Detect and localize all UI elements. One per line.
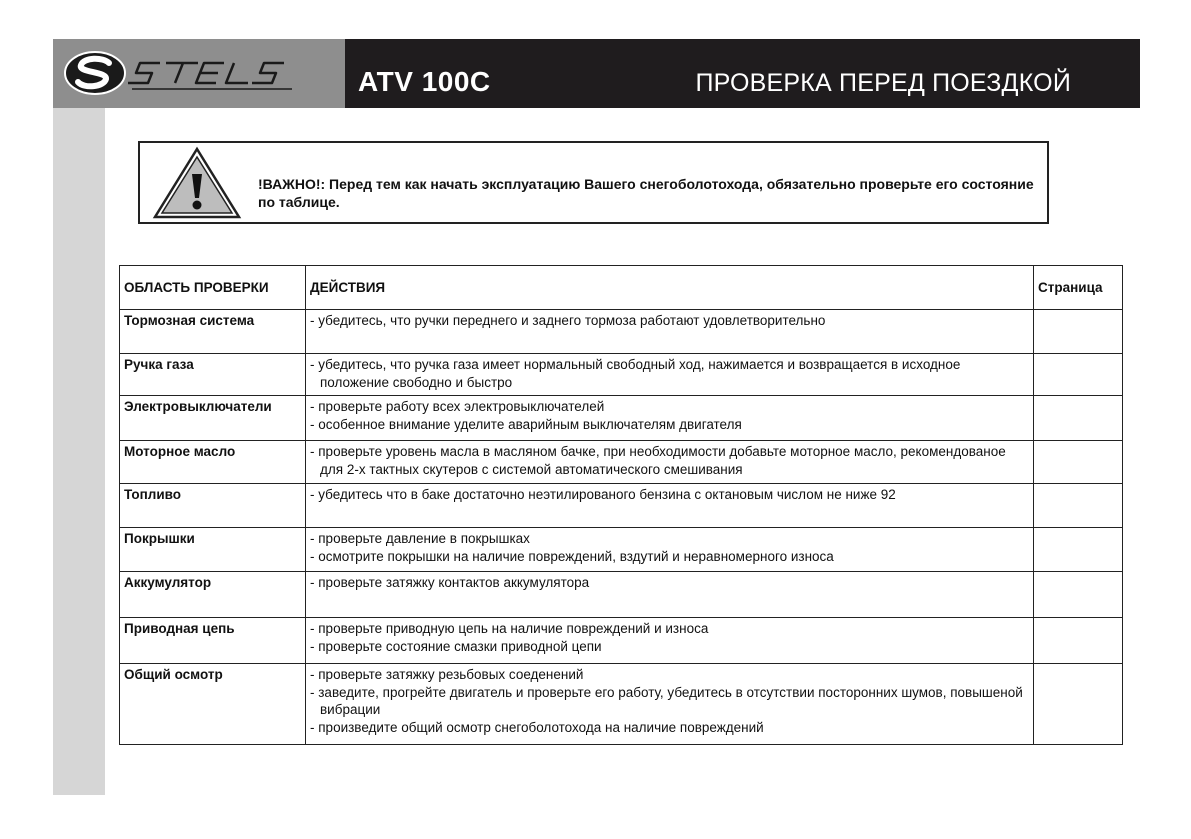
check-actions: [306, 484, 1034, 528]
check-actions: [306, 618, 1034, 664]
table-row: [120, 441, 1123, 484]
action-item: - произведите общий осмотр снегоболотохода на наличие повреждений: [310, 719, 764, 735]
check-area: Общий осмотр: [120, 664, 306, 745]
check-area: Топливо: [120, 484, 306, 528]
check-area: Тормозная система: [120, 310, 306, 354]
table-row: [120, 528, 1123, 572]
check-area: Аккумулятор: [120, 572, 306, 618]
page-cell: [1034, 618, 1123, 664]
action-item: - проверьте затяжку резьбовых соеденений: [310, 667, 584, 682]
check-area: Приводная цепь: [120, 618, 306, 664]
check-area: Моторное масло: [120, 441, 306, 484]
table-row: [120, 396, 1123, 441]
model-name: ATV 100C: [358, 66, 491, 97]
check-actions: [306, 310, 1034, 354]
page-cell: [1034, 441, 1123, 484]
table-row: [120, 572, 1123, 618]
action-item: - осмотрите покрышки на наличие повреждений, вздутий и неравномерного износа: [310, 548, 834, 564]
header-actions: ДЕЙСТВИЯ: [306, 266, 1034, 310]
warning-notice: [138, 141, 1049, 224]
notice-text: !ВАЖНО!: Перед тем как начать эксплуатацию Вашего снегоболотохода, обязательно проверьте его состояние по таблице.: [258, 176, 1034, 210]
section-title: ПРОВЕРКА ПЕРЕД ПОЕЗДКОЙ: [695, 69, 1071, 97]
checklist-table: [119, 265, 1123, 745]
table-row: [120, 354, 1123, 396]
check-actions: [306, 572, 1034, 618]
header-page: Страница: [1034, 266, 1123, 310]
warning-triangle-icon: [152, 146, 242, 220]
check-actions: [306, 396, 1034, 441]
action-item: - убедитесь, что ручки переднего и заднего тормоза работают удовлетворительно: [310, 313, 826, 328]
page-cell: [1034, 354, 1123, 396]
table-row: [120, 618, 1123, 664]
action-item: - проверьте приводную цепь на наличие повреждений и износа: [310, 621, 709, 636]
page-cell: [1034, 484, 1123, 528]
table-row: [120, 664, 1123, 745]
check-actions: [306, 441, 1034, 484]
action-item: - проверьте работу всех электровыключателей: [310, 399, 605, 414]
page-cell: [1034, 572, 1123, 618]
action-item: - убедитесь что в баке достаточно неэтилированого бензина с октановым числом не ниже 92: [310, 487, 896, 502]
action-item: - особенное внимание уделите аварийным выключателям двигателя: [310, 416, 742, 432]
check-area: Ручка газа: [120, 354, 306, 396]
table-row: [120, 310, 1123, 354]
side-strip: [53, 108, 105, 795]
check-actions: [306, 354, 1034, 396]
header-area: ОБЛАСТЬ ПРОВЕРКИ: [120, 266, 306, 310]
action-item: - убедитесь, что ручка газа имеет нормальный свободный ход, нажимается и возвращается в исходное положение свободно и быстро: [310, 357, 961, 390]
action-item: - проверьте состояние смазки приводной цепи: [310, 638, 602, 654]
action-item: - проверьте уровень масла в масляном бачке, при необходимости добавьте моторное масло, рекомендованое для 2-х тактных скутеров с системой автоматического смешивания: [310, 444, 1006, 477]
check-area: Покрышки: [120, 528, 306, 572]
table-row: [120, 484, 1123, 528]
action-item: - заведите, прогрейте двигатель и проверьте его работу, убедитесь в отсутствии посторонних шумов, повышеной вибрации: [310, 684, 1023, 717]
check-area: Электровыключатели: [120, 396, 306, 441]
table-header-row: [120, 266, 1123, 310]
action-item: - проверьте давление в покрышках: [310, 531, 530, 546]
stels-logo: [62, 49, 337, 97]
check-actions: [306, 528, 1034, 572]
page-cell: [1034, 396, 1123, 441]
action-item: - проверьте затяжку контактов аккумулятора: [310, 575, 590, 590]
check-actions: [306, 664, 1034, 745]
page-cell: [1034, 664, 1123, 745]
page-cell: [1034, 528, 1123, 572]
page-cell: [1034, 310, 1123, 354]
